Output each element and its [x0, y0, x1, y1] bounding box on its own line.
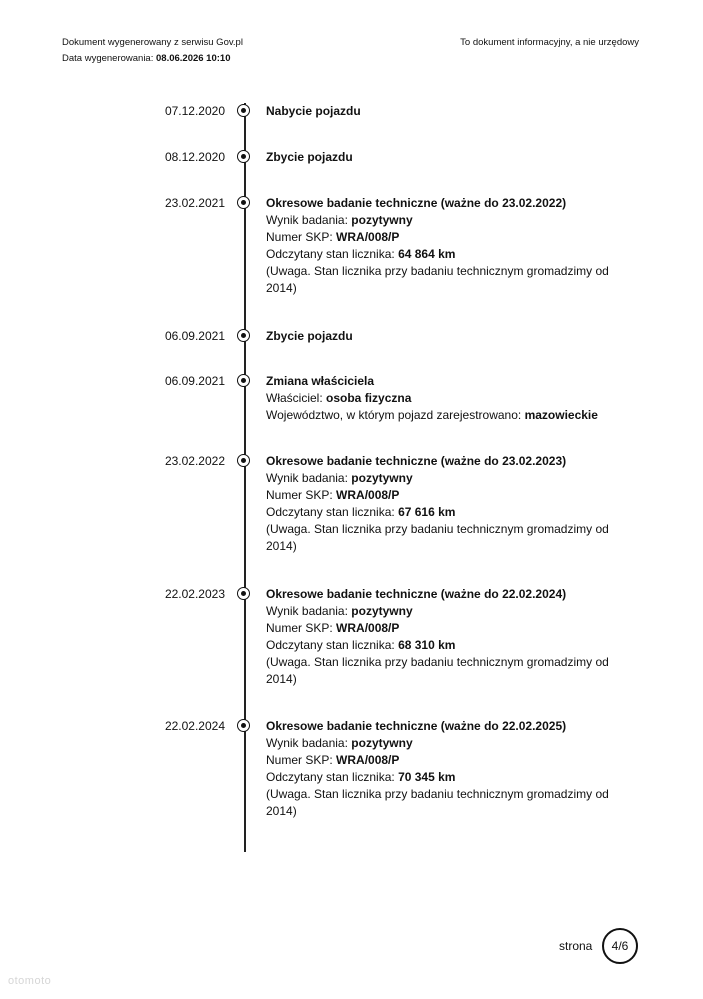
- event-title: Zbycie pojazdu: [266, 150, 353, 164]
- skp-number: Numer SKP: WRA/008/P: [266, 488, 400, 502]
- timeline-dot-icon: [237, 719, 250, 732]
- timeline-dot-icon: [237, 329, 250, 342]
- event-title: Zbycie pojazdu: [266, 329, 353, 343]
- event-date: 06.09.2021: [164, 374, 225, 388]
- generation-date-value: 08.06.2026 10:10: [156, 53, 231, 64]
- skp-number: Numer SKP: WRA/008/P: [266, 230, 400, 244]
- event-date: 23.02.2022: [164, 454, 225, 468]
- event-body: [266, 586, 611, 688]
- event-date: 23.02.2021: [164, 196, 225, 210]
- inspection-result: Wynik badania: pozytywny: [266, 213, 413, 227]
- timeline-dot-icon: [237, 454, 250, 467]
- registration-province: Województwo, w którym pojazd zarejestrowano: mazowieckie: [266, 408, 598, 422]
- odometer-reading: Odczytany stan licznika: 67 616 km: [266, 505, 456, 519]
- timeline-dot-icon: [237, 196, 250, 209]
- odometer-reading: Odczytany stan licznika: 64 864 km: [266, 247, 456, 261]
- event-title: Okresowe badanie techniczne (ważne do 22.02.2024): [266, 587, 567, 601]
- odometer-note: (Uwaga. Stan licznika przy badaniu technicznym gromadzimy od 2014): [266, 264, 609, 295]
- odometer-note: (Uwaga. Stan licznika przy badaniu technicznym gromadzimy od 2014): [266, 655, 609, 686]
- event-title: Nabycie pojazdu: [266, 104, 361, 118]
- generation-date-label: Data wygenerowania:: [62, 53, 154, 64]
- inspection-result: Wynik badania: pozytywny: [266, 736, 413, 750]
- owner-type: Właściciel: osoba fizyczna: [266, 391, 412, 405]
- timeline-line: [244, 103, 246, 852]
- inspection-result: Wynik badania: pozytywny: [266, 471, 413, 485]
- odometer-note: (Uwaga. Stan licznika przy badaniu technicznym gromadzimy od 2014): [266, 787, 609, 818]
- timeline-dot-icon: [237, 150, 250, 163]
- event-date: 06.09.2021: [164, 329, 225, 343]
- event-body: [266, 373, 611, 424]
- event-date: 22.02.2023: [164, 587, 225, 601]
- event-body: [266, 453, 611, 555]
- page-number-badge: [602, 928, 638, 964]
- event-title: Zmiana właściciela: [266, 374, 375, 388]
- page-label: strona: [559, 939, 593, 953]
- timeline-dot-icon: [237, 104, 250, 117]
- document-header: [62, 37, 243, 69]
- event-body: [266, 328, 611, 345]
- event-title: Okresowe badanie techniczne (ważne do 23.02.2022): [266, 196, 567, 210]
- skp-number: Numer SKP: WRA/008/P: [266, 753, 400, 767]
- event-body: [266, 103, 611, 120]
- generation-date: [62, 53, 243, 65]
- event-body: [266, 718, 611, 820]
- event-date: 07.12.2020: [164, 104, 225, 118]
- event-title: Okresowe badanie techniczne (ważne do 23.02.2023): [266, 454, 567, 468]
- timeline-dot-icon: [237, 374, 250, 387]
- odometer-reading: Odczytany stan licznika: 70 345 km: [266, 770, 456, 784]
- watermark-logo: otomoto: [8, 975, 52, 987]
- odometer-note: (Uwaga. Stan licznika przy badaniu technicznym gromadzimy od 2014): [266, 522, 609, 553]
- generated-by-text: Dokument wygenerowany z serwisu Gov.pl: [62, 37, 243, 48]
- event-body: [266, 195, 611, 297]
- disclaimer-text: To dokument informacyjny, a nie urzędowy: [460, 37, 639, 48]
- skp-number: Numer SKP: WRA/008/P: [266, 621, 400, 635]
- event-date: 22.02.2024: [164, 719, 225, 733]
- event-title: Okresowe badanie techniczne (ważne do 22.02.2025): [266, 719, 567, 733]
- event-body: [266, 149, 611, 166]
- event-date: 08.12.2020: [164, 150, 225, 164]
- timeline-dot-icon: [237, 587, 250, 600]
- inspection-result: Wynik badania: pozytywny: [266, 604, 413, 618]
- page-number: 4/6: [611, 939, 629, 953]
- odometer-reading: Odczytany stan licznika: 68 310 km: [266, 638, 456, 652]
